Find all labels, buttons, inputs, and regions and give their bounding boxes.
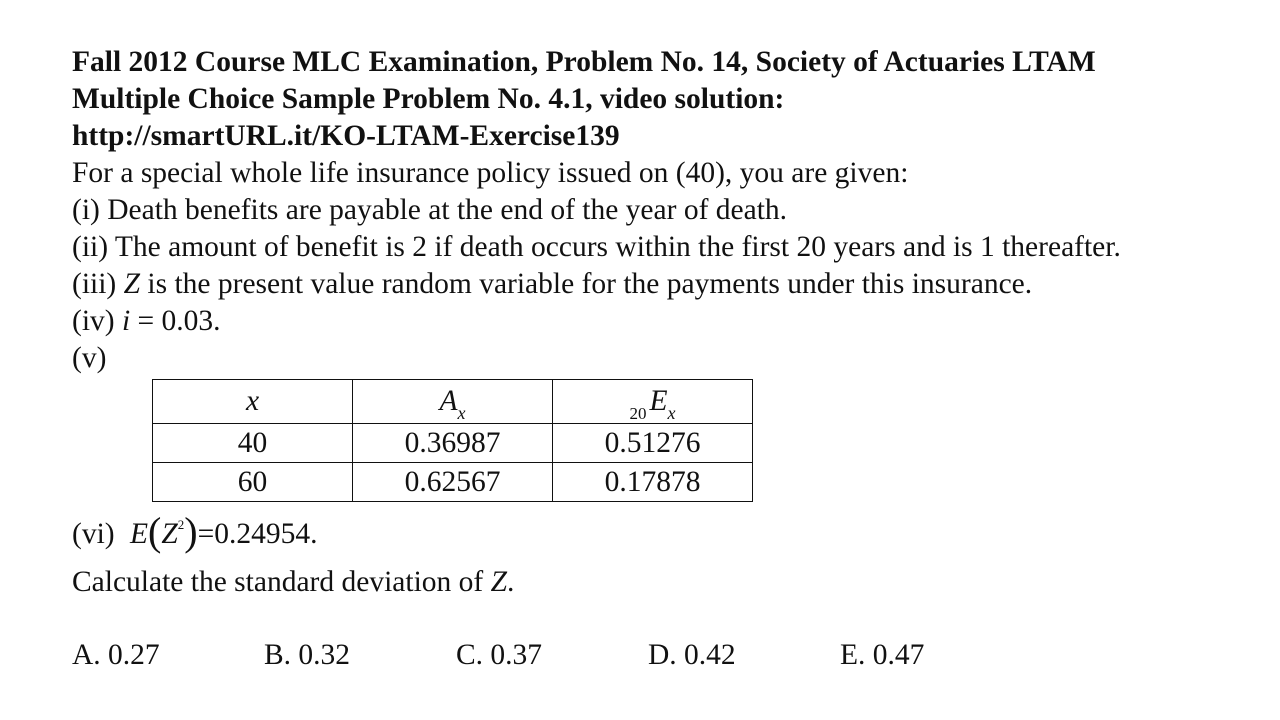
given-vi-value: =0.24954. xyxy=(197,518,318,550)
question-variable: Z xyxy=(490,566,508,598)
given-iv-variable: i xyxy=(121,305,131,337)
given-vi-exponent: 2 xyxy=(177,517,185,532)
table-cell-e: 0.17878 xyxy=(553,463,753,502)
given-vi xyxy=(72,508,1262,561)
choice-c: C. 0.37 xyxy=(456,639,543,671)
given-vi-label: (vi) xyxy=(72,518,115,550)
table-cell-x: 60 xyxy=(153,463,353,502)
given-vi-open-paren: ( xyxy=(148,509,162,554)
given-v-label: (v) xyxy=(72,342,107,374)
given-vi-expectation: E xyxy=(129,518,148,550)
given-iii-variable: Z xyxy=(123,268,141,300)
given-iii xyxy=(72,266,1262,303)
answer-choices xyxy=(72,637,1262,674)
given-i: (i) Death benefits are payable at the end of the year of death. xyxy=(72,194,788,226)
header-cell-a xyxy=(353,380,553,424)
given-vi-z: Z xyxy=(161,518,178,550)
question-text: Calculate the standard deviation of xyxy=(72,566,491,598)
question xyxy=(72,564,1262,601)
problem-page xyxy=(72,44,1262,674)
table-row xyxy=(153,424,753,463)
question-end: . xyxy=(507,566,515,598)
table-cell-a: 0.62567 xyxy=(353,463,553,502)
given-iv xyxy=(72,303,1262,340)
problem-intro: For a special whole life insurance policy issued on (40), you are given: xyxy=(72,157,909,189)
header-a-main: A xyxy=(439,385,458,417)
video-solution-url: http://smartURL.it/KO-LTAM-Exercise139 xyxy=(72,120,620,152)
given-iv-label: (iv) xyxy=(72,305,122,337)
header-line-2: Multiple Choice Sample Problem No. 4.1, video solution: xyxy=(72,83,785,115)
given-iii-label: (iii) xyxy=(72,268,124,300)
choice-a: A. 0.27 xyxy=(72,639,160,671)
choice-b: B. 0.32 xyxy=(264,639,351,671)
header-cell-e xyxy=(553,380,753,424)
header-line-1: Fall 2012 Course MLC Examination, Problem No. 14, Society of Actuaries LTAM xyxy=(72,46,1096,78)
mortality-table-wrapper xyxy=(152,379,1262,502)
table-cell-a: 0.36987 xyxy=(353,424,553,463)
header-e-presubscript: 20 xyxy=(629,404,647,423)
choice-d: D. 0.42 xyxy=(648,639,736,671)
given-ii: (ii) The amount of benefit is 2 if death occurs within the first 20 years and is 1 thereafter. xyxy=(72,231,1121,263)
table-row xyxy=(153,463,753,502)
table-cell-x: 40 xyxy=(153,424,353,463)
choice-e: E. 0.47 xyxy=(840,639,925,671)
given-iii-text: is the present value random variable for the payments under this insurance. xyxy=(140,268,1033,300)
given-iv-text: = 0.03. xyxy=(130,305,221,337)
header-x: x xyxy=(245,385,260,417)
header-e-main: E xyxy=(649,385,668,417)
table-cell-e: 0.51276 xyxy=(553,424,753,463)
header-cell-x xyxy=(153,380,353,424)
mortality-table xyxy=(152,379,753,502)
given-vi-close-paren: ) xyxy=(184,509,198,554)
header-e-subscript: x xyxy=(667,403,676,423)
table-header-row xyxy=(153,380,753,424)
header-a-subscript: x xyxy=(457,403,466,423)
